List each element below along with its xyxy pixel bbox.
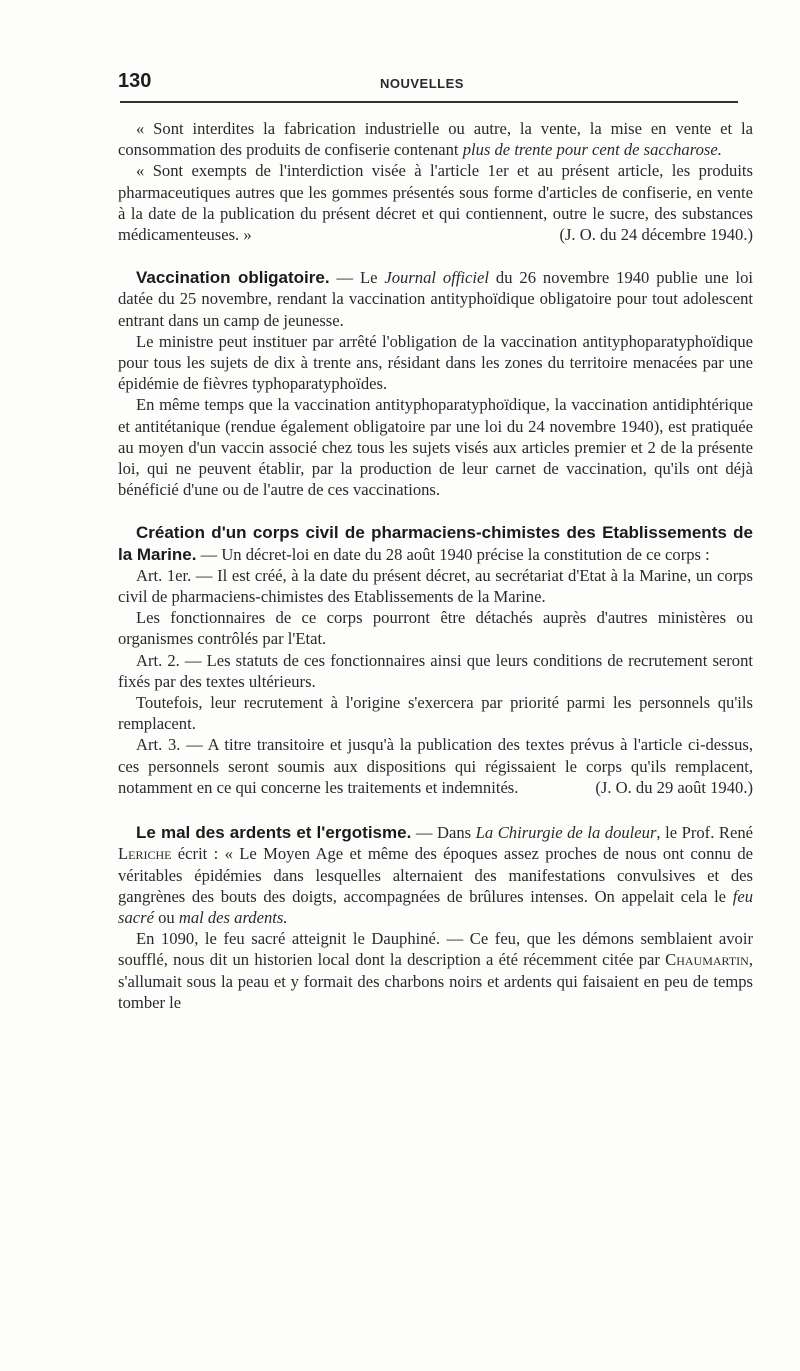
creation-article-3: Art. 3. — A titre transitoire et jusqu'à la publication des textes prévus à l'article ci-dessus, ces personnels seront soumis aux dispositions qui régissaient le corps qu'ils remplacent, notamment en ce qui concerne les traitements et indemnités. (J. O. du 29 août 1940.) [118,735,753,797]
creation-heading: Création d'un corps civil de pharmaciens-chimistes des Etablissements de la Marine. [118,523,753,564]
intro-paragraph-2: « Sont exempts de l'interdiction visée à l'article 1er et au présent article, les produits pharmaceutiques autres que les gommes présentés sous forme d'articles de confiserie, en vente à la date de la publication du présent décret et qui contiennent, outre le sucre, des substances médicamenteuses. » (J. O. du 24 décembre 1940.) [118,161,753,245]
running-title: NOUVELLES [380,76,464,91]
creation-paragraph-1: Création d'un corps civil de pharmaciens-chimistes des Etablissements de la Marine. — Un décret-loi en date du 28 août 1940 précise la constitution de ce corps : [118,523,753,564]
mal-paragraph-1: Le mal des ardents et l'ergotisme. — Dans La Chirurgie de la douleur, le Prof. René Leriche écrit : « Le Moyen Age et même des époques assez proches de nous ont connu de véritables épidémies dans lesquelles alternaient des manifestations convulsives et des gangrènes des bouts des doigts, accompagnées de brûlures intenses. On appelait cela le feu sacré ou mal des ardents. [118,823,753,927]
vaccination-heading: Vaccination obligatoire. [136,268,330,288]
vaccination-paragraph-1: Vaccination obligatoire. — Le Journal officiel du 26 novembre 1940 publie une loi datée du 25 novembre, rendant la vaccination antityphoïdique obligatoire pour tout adolescent entrant dans un camp de jeunesse. [118,268,753,330]
section-creation [118,522,753,798]
page-body [118,118,753,1013]
section-mal-des-ardents [118,822,753,1013]
mal-heading: Le mal des ardents et l'ergotisme. [136,823,412,843]
vaccination-paragraph-2: Le ministre peut instituer par arrêté l'obligation de la vaccination antityphoparatyphoïdique pour tous les sujets de dix à trente ans, résidant dans les zones du territoire menacées par une épidémie de fièvres typhoparatyphoïdes. [118,331,753,394]
creation-article-2: Art. 2. — Les statuts de ces fonctionnaires ainsi que leurs conditions de recrutement seront fixés par des textes ultérieurs. [118,650,753,691]
section-vaccination [118,267,753,500]
creation-paragraph-5: Toutefois, leur recrutement à l'origine s'exercera par priorité parmi les personnels qu'ils remplacent. [118,693,753,734]
vaccination-paragraph-3: En même temps que la vaccination antityphoparatyphoïdique, la vaccination antidiphtérique et antitétanique (rendue également obligatoire par une loi du 24 novembre 1940), est pratiquée au moyen d'un vaccin associé chez tous les sujets visés aux articles premier et 2 de la présente loi, qui ne peuvent établir, par la production de leur carnet de vaccination, qu'ils ont déjà bénéficié d'une ou de l'autre de ces vaccinations. [118,395,753,500]
header-rule [120,101,738,103]
intro-source: (J. O. du 24 décembre 1940.) [559,225,753,245]
creation-article-1: Art. 1er. — Il est créé, à la date du présent décret, au secrétariat d'Etat à la Marine, un corps civil de pharmaciens-chimistes des Etablissements de la Marine. [118,565,753,607]
mal-paragraph-2: En 1090, le feu sacré atteignit le Dauphiné. — Ce feu, que les démons semblaient avoir soufflé, nous dit un historien local dont la description a été récemment citée par Chaumartin, s'allumait sous la peau et y formait des charbons noirs et ardents qui faisaient en peu de temps tomber le [118,929,753,1012]
page-header [118,66,738,96]
creation-source: (J. O. du 29 août 1940.) [595,777,753,797]
intro-paragraph-1: « Sont interdites la fabrication industrielle ou autre, la vente, la mise en vente et la consommation des produits de confiserie contenant plus de trente pour cent de saccharose. [118,119,753,160]
page-number: 130 [118,70,152,92]
creation-paragraph-3: Les fonctionnaires de ce corps pourront être détachés auprès d'autres ministères ou organismes contrôlés par l'Etat. [118,608,753,649]
